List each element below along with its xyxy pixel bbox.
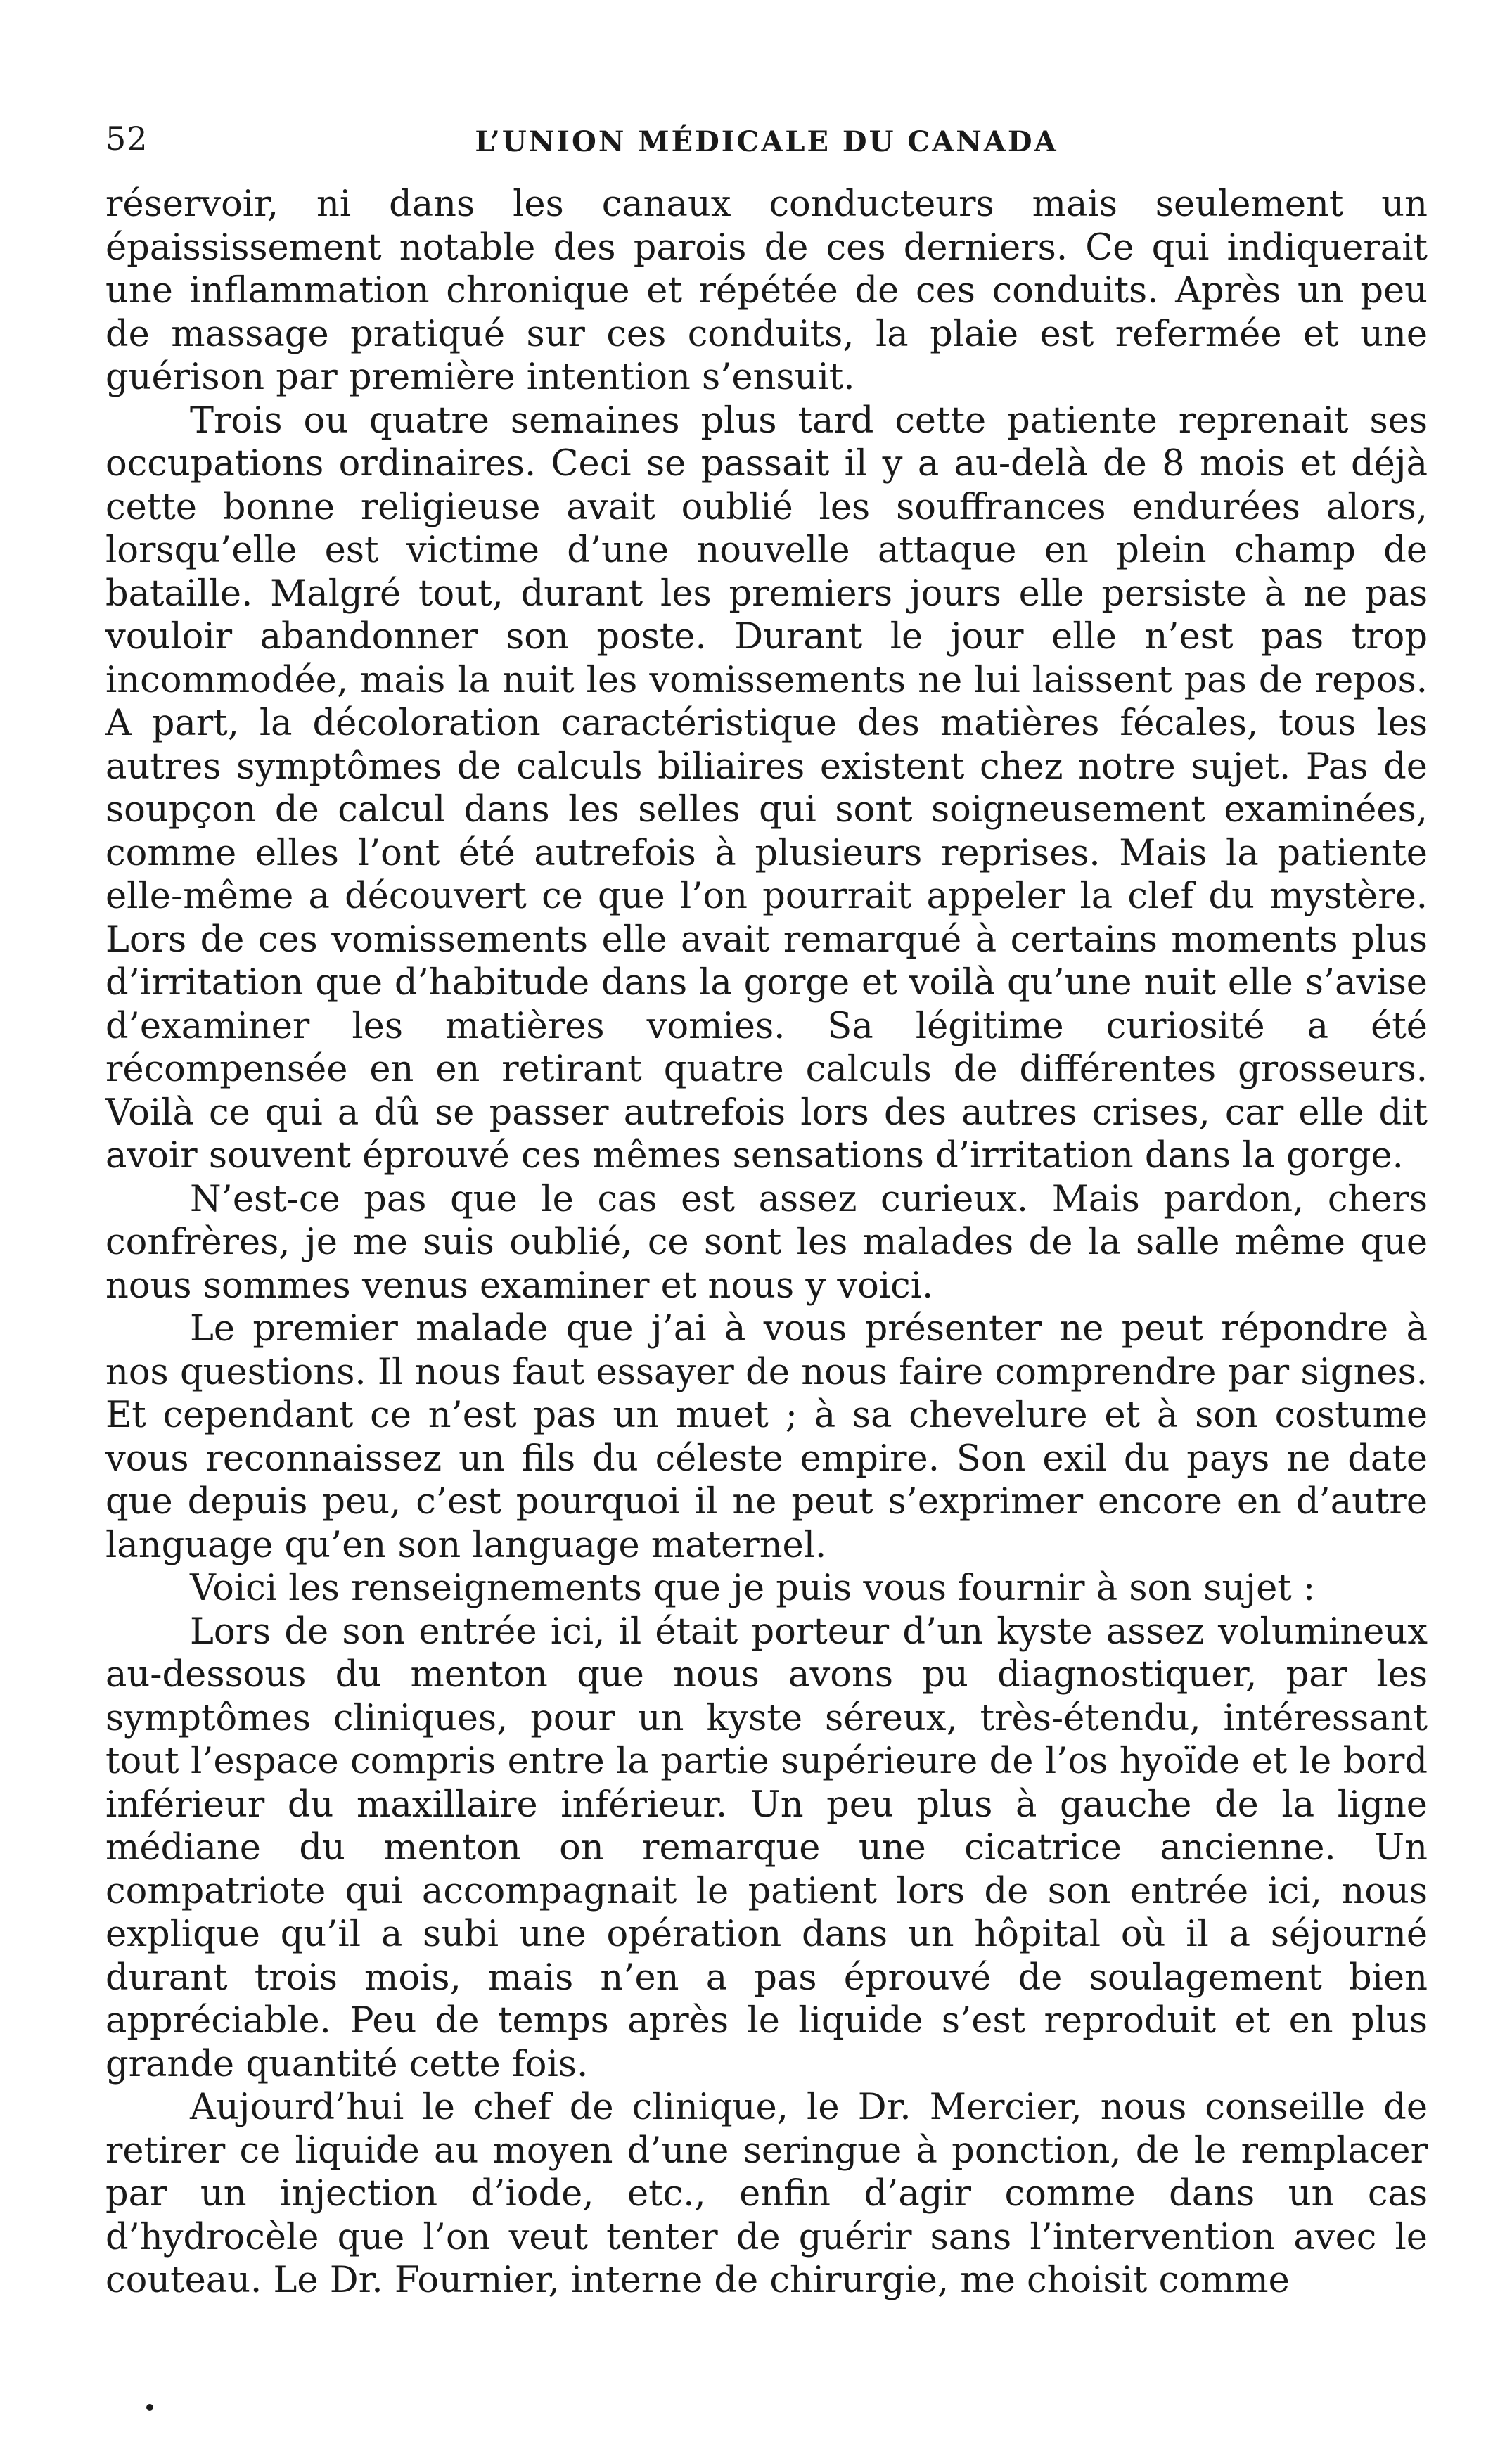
page-number: 52	[105, 120, 148, 158]
paragraph: Voici les renseignements que je puis vous fournir à son sujet :	[190, 1568, 1316, 1609]
paragraph: Lors de son entrée ici, il était porteur d’un kyste assez volumineux au-dessous du menton que nous avons pu diagnostiquer, par les symptômes cliniques, pour un kyste séreux, très-étendu, intéressant tout l’espace compris entre la partie supérieure de l’os hyoïde et le bord inférieur du maxillaire inférieur. Un peu plus à gauche de la ligne médiane du menton on remarque une cicatrice ancienne. Un compatriote qui accompagnait le patient lors de son entrée ici, nous explique qu’il a subi une opération dans un hôpital où il a séjourné durant trois mois, mais n’en a pas éprouvé de soulagement bien appréciable. Peu de temps après le liquide s’est reproduit et en plus grande quantité cette fois.	[105, 1611, 1428, 2085]
paragraph: Le premier malade que j’ai à vous présenter ne peut répondre à nos questions. Il nous faut essayer de nous faire comprendre par signes. Et cependant ce n’est pas un muet ; à sa chevelure et à son costume vous reconnaissez un fils du céleste empire. Son exil du pays ne date que depuis peu, c’est pourquoi il ne peut s’exprimer encore en d’autre language qu’en son language maternel.	[105, 1308, 1428, 1566]
paragraph: Aujourd’hui le chef de clinique, le Dr. Mercier, nous conseille de retirer ce liquide au moyen d’une seringue à ponction, de le remplacer par un injection d’iode, etc., enfin d’agir comme dans un cas d’hydrocèle que l’on veut tenter de guérir sans l’intervention avec le couteau. Le Dr. Fournier, interne de chirurgie, me choisit comme	[105, 2087, 1428, 2301]
stray-ink-dot	[146, 2404, 153, 2411]
paragraph-continuation: réservoir, ni dans les canaux conducteurs mais seulement un épaississement notable des parois de ces derniers. Ce qui indiquerait une inflammation chronique et répétée de ces conduits. Après un peu de massage pratiqué sur ces conduits, la plaie est refermée et une guérison par première intention s’ensuit.	[105, 184, 1428, 398]
running-header	[105, 113, 1428, 162]
page	[105, 113, 1428, 2303]
paragraph: N’est-ce pas que le cas est assez curieux. Mais pardon, chers confrères, je me suis oublié, ce sont les malades de la salle même que nous sommes venus examiner et nous y voici.	[105, 1178, 1428, 1307]
paragraph: Trois ou quatre semaines plus tard cette patiente reprenait ses occupations ordinaires. Ceci se passait il y a au-delà de 8 mois et déjà cette bonne religieuse avait oublié les souffrances endurées alors, lorsqu’elle est victime d’une nouvelle attaque en plein champ de bataille. Malgré tout, durant les premiers jours elle persiste à ne pas vouloir abandonner son poste. Durant le jour elle n’est pas trop incommodée, mais la nuit les vomissements ne lui laissent pas de repos. A part, la décoloration caractéristique des matières fécales, tous les autres symptômes de calculs biliaires existent chez notre sujet. Pas de soupçon de calcul dans les selles qui sont soigneusement examinées, comme elles l’ont été autrefois à plusieurs reprises. Mais la patiente elle-même a découvert ce que l’on pourrait appeler la clef du mystère. Lors de ces vomissements elle avait remarqué à certains moments plus d’irritation que d’habitude dans la gorge et voilà qu’une nuit elle s’avise d’examiner les matières vomies. Sa légitime curiosité a été récompensée en en retirant quatre calculs de différentes grosseurs. Voilà ce qui a dû se passer autrefois lors des autres crises, car elle dit avoir souvent éprouvé ces mêmes sensations d’irritation dans la gorge.	[105, 399, 1428, 1177]
running-title: L’UNION MÉDICALE DU CANADA	[475, 125, 1058, 158]
article-body	[105, 183, 1428, 2303]
